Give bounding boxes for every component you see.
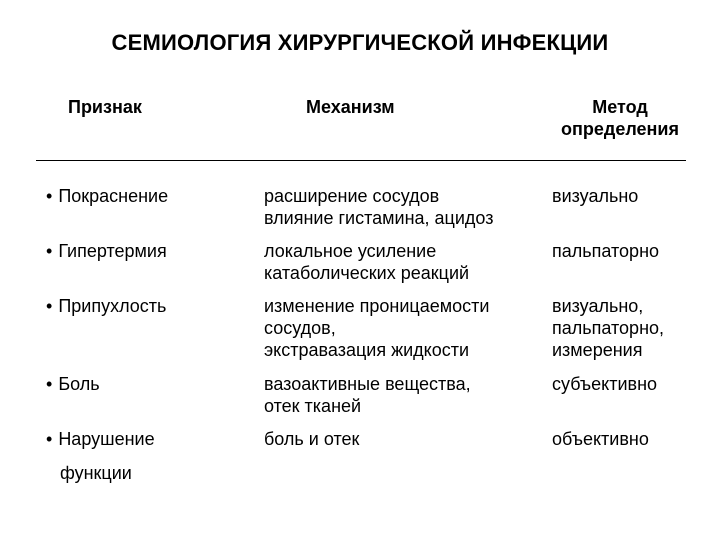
row-3-mechanism-line: изменение проницаемости <box>264 296 490 316</box>
row-3-sign <box>46 295 246 317</box>
bullet-icon: • <box>46 296 53 316</box>
bullet-icon: • <box>46 241 53 261</box>
row-3-mechanism <box>264 295 539 361</box>
row-1-method <box>552 185 712 207</box>
row-3-method-line: пальпаторно, <box>552 318 665 338</box>
column-header-method-line1: Метод <box>592 97 648 117</box>
row-2-mechanism <box>264 240 539 284</box>
header-divider <box>36 160 686 161</box>
row-5-mechanism-line: боль и отек <box>264 429 360 449</box>
row-4-mechanism-line: отек тканей <box>264 396 362 416</box>
row-1-method-line: визуально <box>552 186 639 206</box>
row-5-method <box>552 428 712 450</box>
row-3-sign-text: Припухлость <box>58 296 167 316</box>
bullet-icon: • <box>46 374 53 394</box>
row-5-mechanism <box>264 428 539 450</box>
row-3-mechanism-line: экстравазация жидкости <box>264 340 470 360</box>
row-4-sign <box>46 373 246 395</box>
column-header-method-line2: определения <box>561 119 679 139</box>
row-5-sign-text-line2: функции <box>60 463 132 483</box>
bullet-icon: • <box>46 429 53 449</box>
row-2-mechanism-line: локальное усиление <box>264 241 437 261</box>
row-4-mechanism-line: вазоактивные вещества, <box>264 374 471 394</box>
row-1-mechanism-line: расширение сосудов <box>264 186 440 206</box>
bullet-icon: • <box>46 186 53 206</box>
row-5-sign-text: Нарушение <box>58 429 155 449</box>
row-4-sign-text: Боль <box>58 374 100 394</box>
row-1-sign-text: Покраснение <box>58 186 169 206</box>
column-header-method <box>545 96 695 140</box>
row-4-method-line: субъективно <box>552 374 658 394</box>
row-2-method <box>552 240 712 262</box>
row-5-sign <box>46 428 246 484</box>
row-3-method-line: визуально, <box>552 296 644 316</box>
row-2-sign <box>46 240 246 262</box>
row-4-mechanism <box>264 373 539 417</box>
column-header-mechanism: Механизм <box>306 97 395 117</box>
row-1-mechanism-line: влияние гистамина, ацидоз <box>264 208 494 228</box>
row-4-method <box>552 373 712 395</box>
column-header-sign: Признак <box>68 97 142 117</box>
row-2-mechanism-line: катаболических реакций <box>264 263 470 283</box>
row-3-mechanism-line: сосудов, <box>264 318 336 338</box>
row-2-sign-text: Гипертермия <box>58 241 167 261</box>
row-1-mechanism <box>264 185 539 229</box>
row-2-method-line: пальпаторно <box>552 241 660 261</box>
row-5-method-line: объективно <box>552 429 649 449</box>
row-3-method-line: измерения <box>552 340 643 360</box>
page-title: СЕМИОЛОГИЯ ХИРУРГИЧЕСКОЙ ИНФЕКЦИИ <box>111 30 609 55</box>
row-1-sign <box>46 185 246 207</box>
row-3-method <box>552 295 712 361</box>
